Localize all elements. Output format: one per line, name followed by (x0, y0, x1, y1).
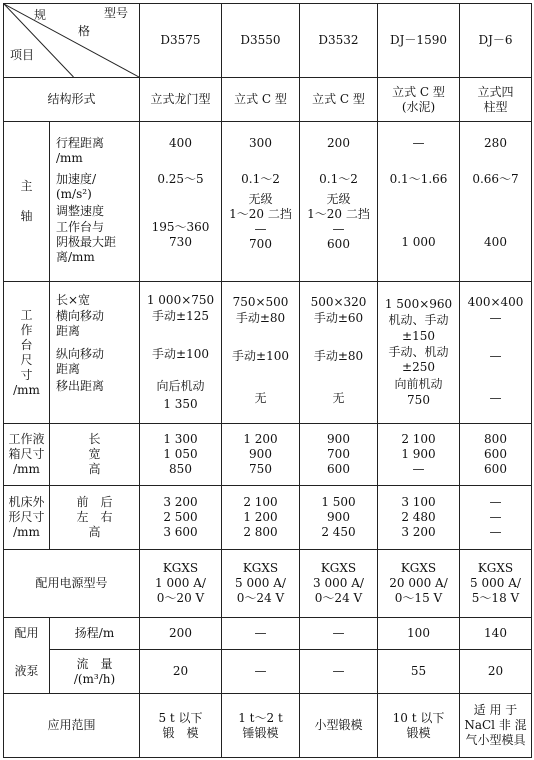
worktable-value (302, 329, 375, 349)
pump-flow-value: — (222, 650, 300, 694)
machine-param: 高 (88, 525, 101, 539)
worktable-value: — (489, 348, 502, 363)
application-row (4, 694, 532, 758)
structure-value: 立式四 柱型 (460, 78, 532, 122)
structure-value: 立式 C 型 (300, 78, 378, 122)
electrolytic-machine-spec-table (3, 3, 532, 758)
corner-ge-label: 格 (78, 24, 91, 38)
machine-group-label: 机床外 形尺寸 /mm (4, 486, 50, 550)
model-header: D3532 (300, 4, 378, 78)
worktable-value: ±150 (402, 328, 435, 343)
worktable-value: 手动±60 (313, 310, 364, 325)
power-value: KGXS 5 000 A/ 5～18 V (460, 550, 532, 618)
worktable-values-col (378, 282, 460, 424)
spindle-values-col (460, 122, 532, 282)
structure-row (4, 78, 532, 122)
tank-value: 2 100 (401, 432, 436, 446)
spindle-row (4, 122, 532, 282)
worktable-value (224, 381, 297, 391)
worktable-value (462, 329, 529, 349)
spindle-values-col (378, 122, 460, 282)
spindle-value: — (412, 135, 425, 150)
pump-flow-label: 流 量 /(m³/h) (50, 650, 140, 694)
machine-value: 3 600 (163, 525, 198, 539)
worktable-value: 1 500×960 (384, 296, 453, 311)
model-header: D3575 (140, 4, 222, 78)
tank-row (4, 424, 532, 486)
worktable-value: 500×320 (310, 294, 367, 309)
pump-head-value: 140 (460, 618, 532, 650)
worktable-row (4, 282, 532, 424)
tank-value: 600 (484, 462, 507, 476)
application-value: 1 t～2 t 锤锻模 (222, 694, 300, 758)
model-header: DJ－6 (460, 4, 532, 78)
worktable-value (462, 381, 529, 391)
tank-values-col (378, 424, 460, 486)
machine-value: 3 200 (163, 495, 198, 509)
spindle-param: 行程距离 /mm (56, 135, 105, 165)
power-value: KGXS 3 000 A/ 0～24 V (300, 550, 378, 618)
worktable-param (52, 397, 137, 413)
worktable-param: 长×宽 (56, 292, 91, 307)
spindle-value: — 700 (249, 221, 272, 251)
worktable-values-col (300, 282, 378, 424)
worktable-param: 移出距离 (56, 378, 105, 393)
worktable-value: 手动±100 (152, 346, 209, 361)
worktable-value: 向后机动 (156, 378, 205, 393)
machine-row (4, 486, 532, 550)
pump-flow-value: 20 (460, 650, 532, 694)
application-value: 小型锻模 (300, 694, 378, 758)
spindle-values-col (222, 122, 300, 282)
spindle-value: 0.1～1.66 (389, 171, 448, 186)
worktable-values-col (460, 282, 532, 424)
spindle-value: 300 (249, 135, 272, 150)
machine-values-col (300, 486, 378, 550)
power-value: KGXS 1 000 A/ 0～20 V (140, 550, 222, 618)
spindle-value: 无级 1～20 二挡 (307, 191, 370, 221)
worktable-value: 750×500 (232, 294, 289, 309)
spindle-value: 195～360 730 (151, 219, 210, 249)
worktable-value: 手动±80 (313, 348, 364, 363)
spindle-value: 400 (169, 135, 192, 150)
spindle-value: 0.25～5 (157, 171, 204, 186)
worktable-value: 手动±125 (152, 308, 209, 323)
power-value: KGXS 20 000 A/ 0～15 V (378, 550, 460, 618)
machine-value: 3 200 (401, 525, 436, 539)
machine-params (50, 486, 140, 550)
spindle-value: 0.1～2 (319, 171, 358, 186)
spindle-values-col (300, 122, 378, 282)
spindle-value (380, 204, 457, 220)
structure-value: 立式龙门型 (140, 78, 222, 122)
spindle-value: 无级 1～20 二挡 (229, 191, 292, 221)
tank-value: 600 (327, 462, 350, 476)
spindle-value (142, 204, 219, 220)
machine-values-col (222, 486, 300, 550)
structure-value: 立式 C 型 (水泥) (378, 78, 460, 122)
tank-values-col (460, 424, 532, 486)
tank-value: 1 900 (401, 447, 436, 461)
power-row (4, 550, 532, 618)
worktable-value: 1 350 (163, 396, 198, 411)
machine-values-col (378, 486, 460, 550)
spindle-value: 200 (327, 135, 350, 150)
worktable-values-col (140, 282, 222, 424)
worktable-value: 手动±100 (232, 348, 289, 363)
spindle-value: 400 (484, 234, 507, 249)
worktable-param: 横向移动 距离 (56, 308, 105, 338)
pump-head-value: — (300, 618, 378, 650)
power-label: 配用电源型号 (4, 550, 140, 618)
application-label: 应用范围 (4, 694, 140, 758)
worktable-value: 机动、手动 (388, 312, 449, 327)
worktable-value: 无 (254, 390, 267, 405)
model-header: D3550 (222, 4, 300, 78)
tank-value: 700 (327, 447, 350, 461)
tank-param: 高 (88, 462, 101, 476)
corner-spec-label: 规 (34, 8, 47, 22)
machine-values-col (140, 486, 222, 550)
worktable-value: 无 (332, 390, 345, 405)
tank-value: 750 (249, 462, 272, 476)
machine-value: 1 200 (243, 510, 278, 524)
worktable-values-col (222, 282, 300, 424)
application-value: 5 t 以下 锻 模 (140, 694, 222, 758)
spindle-values-col (140, 122, 222, 282)
structure-label: 结构形式 (4, 78, 140, 122)
spindle-value (462, 204, 529, 220)
spindle-param: 加速度/ (m/s²) (56, 171, 97, 201)
tank-values-col (140, 424, 222, 486)
worktable-value: 400×400 (467, 294, 524, 309)
machine-value: 2 800 (243, 525, 278, 539)
pump-flow-row (4, 650, 532, 694)
header-row (4, 4, 532, 78)
worktable-param: 纵向移动 距离 (56, 346, 105, 376)
pump-label-bottom: 液泵 (4, 650, 50, 694)
machine-value: 900 (327, 510, 350, 524)
header-corner-cell (4, 4, 140, 78)
tank-value: 900 (327, 432, 350, 446)
worktable-group-label: 工 作 台 尺 寸 /mm (4, 282, 50, 424)
tank-value: 1 050 (163, 447, 198, 461)
worktable-value (142, 327, 219, 347)
power-value: KGXS 5 000 A/ 0～24 V (222, 550, 300, 618)
spindle-value: 1 000 (401, 234, 436, 249)
pump-head-value: 100 (378, 618, 460, 650)
structure-value: 立式 C 型 (222, 78, 300, 122)
worktable-params (50, 282, 140, 424)
machine-value: — (489, 525, 502, 539)
tank-value: 1 300 (163, 432, 198, 446)
worktable-value (224, 329, 297, 349)
spindle-param: 调整速度 (56, 203, 105, 218)
machine-value: 2 480 (401, 510, 436, 524)
pump-flow-value: — (300, 650, 378, 694)
machine-param: 前 后 (76, 495, 113, 509)
spindle-group-label: 主 轴 (4, 122, 50, 282)
machine-value: — (489, 510, 502, 524)
machine-values-col (460, 486, 532, 550)
machine-value: 1 500 (321, 495, 356, 509)
worktable-value (302, 381, 375, 391)
worktable-value: — (489, 390, 502, 405)
pump-label-top: 配用 (4, 618, 50, 650)
spindle-value: 0.66～7 (472, 171, 519, 186)
corner-item-label: 项目 (10, 48, 35, 62)
tank-values-col (300, 424, 378, 486)
tank-value: 1 200 (243, 432, 278, 446)
spindle-value: — 600 (327, 221, 350, 251)
machine-value: — (489, 495, 502, 509)
spindle-param: 工作台与 阴极最大距 离/mm (56, 219, 117, 264)
pump-head-value: 200 (140, 618, 222, 650)
tank-value: 850 (169, 462, 192, 476)
spindle-params (50, 122, 140, 282)
pump-flow-value: 20 (140, 650, 222, 694)
worktable-value: 手动、机动 ±250 (388, 344, 449, 374)
tank-value: — (412, 462, 425, 476)
corner-model-label: 型号 (104, 6, 129, 20)
pump-head-value: — (222, 618, 300, 650)
tank-value: 800 (484, 432, 507, 446)
machine-value: 2 100 (243, 495, 278, 509)
tank-params (50, 424, 140, 486)
spindle-value: 0.1～2 (241, 171, 280, 186)
machine-param: 左 右 (76, 510, 113, 524)
application-value: 适 用 于 NaCl 非 混 气小型模具 (460, 694, 532, 758)
worktable-value: 1 000×750 (146, 292, 215, 307)
pump-head-label: 扬程/m (50, 618, 140, 650)
worktable-value: 向前机动 (394, 376, 443, 391)
machine-value: 2 500 (163, 510, 198, 524)
tank-group-label: 工作液 箱尺寸 /mm (4, 424, 50, 486)
worktable-value: — (489, 310, 502, 325)
pump-head-row (4, 618, 532, 650)
tank-param: 宽 (88, 447, 101, 461)
tank-value: 900 (249, 447, 272, 461)
model-header: DJ－1590 (378, 4, 460, 78)
machine-value: 2 450 (321, 525, 356, 539)
spindle-value: 280 (484, 135, 507, 150)
worktable-value: 750 (407, 392, 430, 407)
pump-flow-value: 55 (378, 650, 460, 694)
tank-value: 600 (484, 447, 507, 461)
worktable-value: 手动±80 (235, 310, 286, 325)
machine-value: 3 100 (401, 495, 436, 509)
tank-param: 长 (88, 432, 101, 446)
tank-values-col (222, 424, 300, 486)
application-value: 10 t 以下 锻模 (378, 694, 460, 758)
